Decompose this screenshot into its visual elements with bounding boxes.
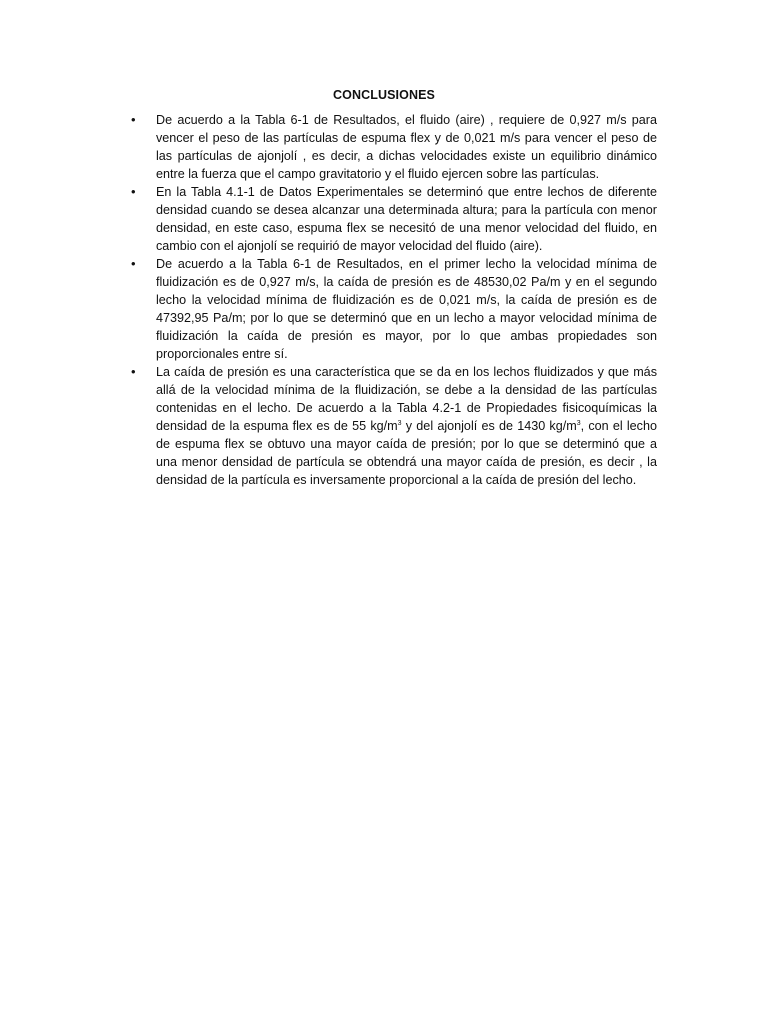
list-item-text-part-2: y del ajonjolí es de 1430 kg/m [401,419,577,433]
superscript-cubed: 3 [576,419,581,427]
list-item [131,255,657,363]
list-item-text: De acuerdo a la Tabla 6-1 de Resultados, el fluido (aire) , requiere de 0,927 m/s para vencer el peso de las partículas de espuma flex y de 0,021 m/s para vencer el peso de las partículas de ajonjolí , es decir, a dichas velocidades existe un equilibrio dinámico entre la fuerza que el campo gravitatorio y el fluido ejercen sobre las partículas. [156,113,657,181]
list-item-text-part-3: , con el lecho de espuma flex se obtuvo una mayor caída de presión; por lo que se determinó que a una menor densidad de partícula se obtendrá una mayor caída de presión, es decir , la densidad de la partícula es inversamente proporcional a la caída de presión del lecho. [156,419,657,487]
list-item [131,111,657,183]
list-item-text: De acuerdo a la Tabla 6-1 de Resultados, en el primer lecho la velocidad mínima de fluidización es de 0,927 m/s, la caída de presión es de 48530,02 Pa/m y en el segundo lecho la velocidad mínima de fluidización es de 0,021 m/s, la caída de presión es de 47392,95 Pa/m; por lo que se determinó que en un lecho a mayor velocidad mínima de fluidización la caída de presión es mayor, por lo que ambas propiedades son proporcionales entre sí. [156,257,657,361]
list-item-text-part-1: La caída de presión es una característica que se da en los lechos fluidizados y que más allá de la velocidad mínima de la fluidización, se debe a la densidad de las partículas contenidas en el lecho. De acuerdo a la Tabla 4.2-1 de Propiedades fisicoquímicas la densidad de la espuma flex es de 55 kg/m [156,365,657,433]
bullet-icon: • [131,256,136,271]
bullet-icon: • [131,364,136,379]
superscript-cubed: 3 [397,419,402,427]
bullet-icon: • [131,184,136,199]
list-item [131,183,657,255]
conclusions-list [131,111,657,489]
bullet-icon: • [131,112,136,127]
page-title: CONCLUSIONES [333,88,435,102]
list-item [131,363,657,489]
list-item-text: En la Tabla 4.1-1 de Datos Experimentales se determinó que entre lechos de diferente densidad cuando se desea alcanzar una determinada altura; para la partícula con menor densidad, en este caso, espuma flex se necesitó de una menor velocidad del fluido, en cambio con el ajonjolí se requirió de mayor velocidad del fluido (aire). [156,185,657,253]
